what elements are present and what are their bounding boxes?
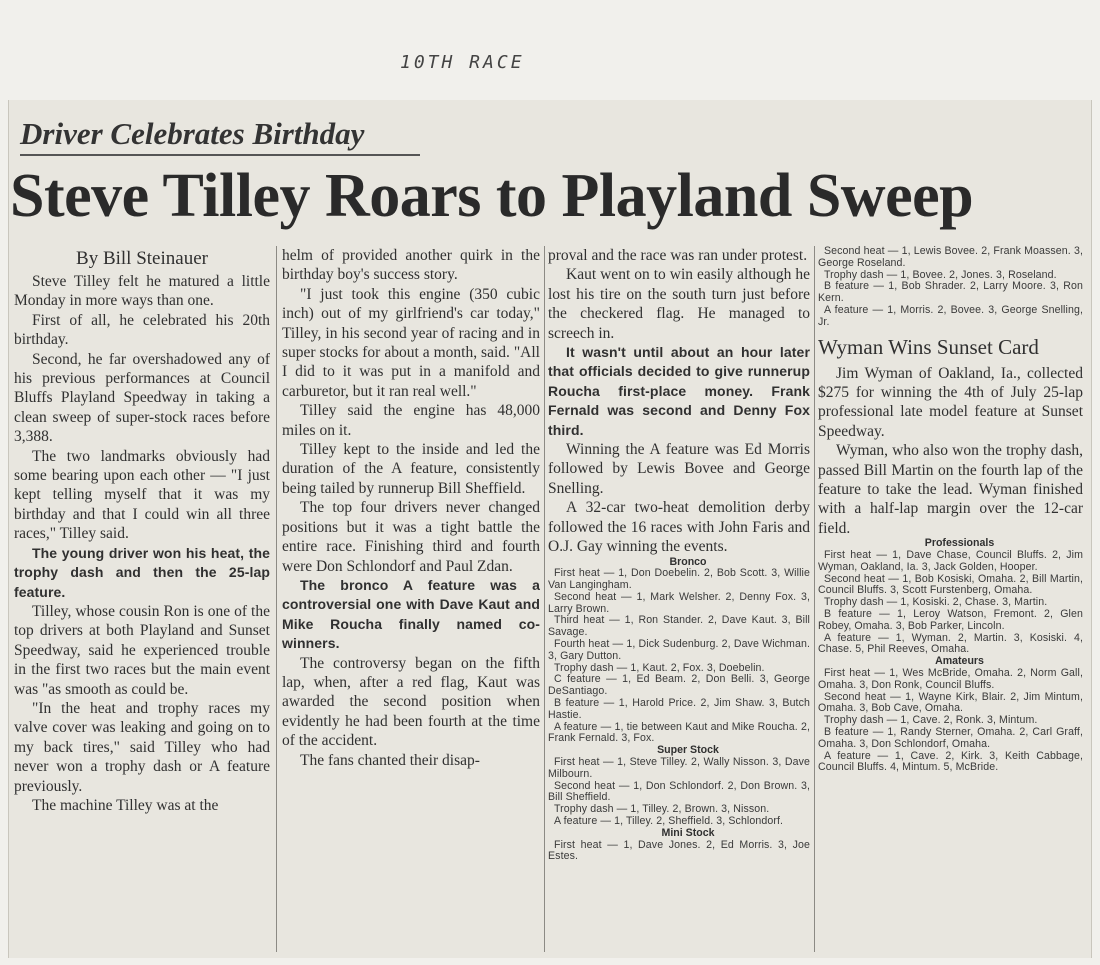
result-line: Second heat — 1, Lewis Bovee. 2, Frank Moassen. 3, George Roseland. [818, 246, 1083, 269]
article-column-3 [548, 246, 810, 952]
result-line: First heat — 1, Dave Chase, Council Bluffs. 2, Jim Wyman, Oakland, Ia. 3, Jack Golden, Hooper. [818, 549, 1083, 573]
result-line: B feature — 1, Randy Sterner, Omaha. 2, Carl Graff, Omaha. 3, Don Schlondorf, Omaha. [818, 725, 1083, 750]
result-line: Second heat — 1, Bob Kosiski, Omaha. 2, Bill Martin, Council Bluffs. 3, Scott Furstenberg, Omaha. [818, 572, 1083, 597]
result-line: A feature — 1, Tilley. 2, Sheffield. 3, Schlondorf. [554, 815, 784, 828]
paragraph: The fans chanted their disap- [300, 751, 480, 769]
paragraph: Wyman, who also won the trophy dash, passed Bill Martin on the fourth lap of the feature to take the lead. Wyman finished with a half-lap margin over the 12-car field. [818, 442, 1083, 537]
result-line: B feature — 1, Leroy Watson, Fremont. 2, Glen Robey, Omaha. 3, Bob Parker, Lincoln. [818, 608, 1083, 632]
paragraph: helm of provided another quirk in the birthday boy's success story. [282, 247, 540, 284]
sub-headline: Wyman Wins Sunset Card [818, 334, 1039, 359]
paragraph: "I just took this engine (350 cubic inch) out of my girlfriend's car today," Tilley, in his second year of racing and in super stocks for about a month, said. "All I did to it was put in a manifold and carburetor, but it ran real well." [282, 285, 540, 400]
result-line: A feature — 1, tie between Kaut and Mike Roucha. 2, Frank Fernald. 3, Fox. [548, 720, 810, 745]
result-line: C feature — 1, Ed Beam. 2, Don Belli. 3, George DeSantiago. [548, 673, 810, 698]
paragraph: Steve Tilley felt he matured a little Monday in more ways than one. [14, 273, 270, 310]
result-line: A feature — 1, Cave. 2, Kirk. 3, Keith Cabbage, Council Bluffs. 4, Mintum. 5, McBride. [818, 749, 1083, 774]
result-line: Third heat — 1, Ron Stander. 2, Dave Kaut. 3, Bill Savage. [548, 614, 810, 639]
results-category: Mini Stock [661, 826, 715, 839]
paragraph: First of all, he celebrated his 20th birthday. [14, 311, 270, 349]
results-category: Super Stock [657, 744, 719, 757]
paragraph: It wasn't until about an hour later that officials decided to give runnerup Roucha first-place money. Frank Fernald was second and Denny Fox third. [548, 344, 810, 438]
kicker-headline: Driver Celebrates Birthday [20, 116, 365, 151]
results-category: Amateurs [935, 655, 984, 668]
column-rule [544, 246, 545, 952]
paragraph: "In the heat and trophy races my valve cover was leaking and going on to my back tires," said Tilley who had never won a trophy dash or A feature previously. [14, 699, 270, 795]
column-rule [814, 246, 815, 952]
article-column-4 [818, 246, 1083, 952]
result-line: First heat — 1, Steve Tilley. 2, Wally Nisson. 3, Dave Milbourn. [548, 756, 810, 780]
result-line: Second heat — 1, Wayne Kirk, Blair. 2, Jim Mintum, Omaha. 3, Bob Cave, Omaha. [818, 690, 1083, 715]
paragraph: A 32-car two-heat demolition derby followed the 16 races with John Faris and O.J. Gay winning the events. [548, 499, 810, 556]
paragraph: The two landmarks obviously had some bearing upon each other — "I just kept telling myself that it was my birthday and that I could win all three races," Tilley said. [14, 447, 270, 543]
paragraph: Kaut went on to win easily although he lost his tire on the south turn just before the checkered flag. He managed to screech in. [548, 266, 810, 342]
result-line: A feature — 1, Wyman. 2, Martin. 3, Kosiski. 4, Chase. 5, Phil Reeves, Omaha. [818, 631, 1083, 656]
paragraph: The machine Tilley was at the [32, 796, 219, 814]
results-category: Professionals [924, 537, 995, 550]
article-column-1 [14, 246, 270, 952]
paragraph: Jim Wyman of Oakland, Ia., collected $275 for winning the 4th of July 25-lap professional late model feature at Sunset Speedway. [818, 364, 1083, 440]
result-line: First heat — 1, Don Doebelin. 2, Bob Scott. 3, Willie Van Langingham. [548, 567, 810, 592]
paragraph: Tilley kept to the inside and led the duration of the A feature, consistently being tailed by runnerup Bill Sheffield. [282, 441, 540, 497]
result-line: A feature — 1, Morris. 2, Bovee. 3, George Snelling, Jr. [818, 303, 1083, 328]
paragraph: Second, he far overshadowed any of his previous performances at Council Bluffs Playland Speedway in taking a clean sweep of super-stock races before 3,388. [14, 350, 270, 446]
article-column-2 [282, 246, 540, 952]
paragraph: The young driver won his heat, the trophy dash and then the 25-lap feature. [14, 544, 270, 600]
result-line: First heat — 1, Dave Jones. 2, Ed Morris. 3, Joe Estes. [548, 838, 810, 863]
result-line: B feature — 1, Bob Shrader. 2, Larry Moore. 3, Ron Kern. [818, 280, 1083, 305]
paragraph: Winning the A feature was Ed Morris followed by Lewis Bovee and George Snelling. [548, 441, 810, 497]
paragraph: Tilley said the engine has 48,000 miles on it. [282, 402, 540, 439]
results-category: Bronco [669, 555, 707, 568]
paragraph: proval and the race was ran under protest. [548, 247, 808, 264]
kicker-underline [20, 154, 420, 156]
column-rule [276, 246, 277, 952]
result-line: B feature — 1, Harold Price. 2, Jim Shaw. 3, Butch Hastie. [548, 697, 810, 721]
main-headline: Steve Tilley Roars to Playland Sweep [10, 162, 974, 230]
paragraph: The controversy began on the fifth lap, when, after a red flag, Kaut was awarded the second position when evidently he had been fourth at the time of the accident. [282, 654, 540, 750]
result-line: Trophy dash — 1, Tilley. 2, Brown. 3, Nisson. [554, 803, 770, 816]
handwritten-annotation: 10TH RACE [400, 52, 525, 73]
byline: By Bill Steinauer [76, 248, 208, 269]
result-line: Second heat — 1, Mark Welsher. 2, Denny Fox. 3, Larry Brown. [548, 590, 810, 615]
result-line: Trophy dash — 1, Kaut. 2, Fox. 3, Doebelin. [554, 661, 765, 674]
result-line: First heat — 1, Wes McBride, Omaha. 2, Norm Gall, Omaha. 3, Don Ronk, Council Bluffs. [818, 667, 1083, 691]
result-line: Trophy dash — 1, Kosiski. 2, Chase. 3, Martin. [824, 596, 1048, 609]
result-line: Fourth heat — 1, Dick Sudenburg. 2, Dave Wichman. 3, Gary Dutton. [548, 638, 810, 662]
result-line: Second heat — 1, Don Schlondorf. 2, Don Brown. 3, Bill Sheffield. [548, 779, 810, 804]
paragraph: The bronco A feature was a controversial one with Dave Kaut and Mike Roucha finally named co-winners. [282, 576, 540, 652]
paragraph: Tilley, whose cousin Ron is one of the top drivers at both Playland and Sunset Speedway, said he experienced trouble in the first two races but the main event was "as smooth as could be. [14, 602, 270, 698]
result-line: Trophy dash — 1, Cave. 2, Ronk. 3, Mintum. [824, 714, 1038, 727]
result-line: Trophy dash — 1, Bovee. 2, Jones. 3, Roseland. [824, 268, 1057, 281]
paragraph: The top four drivers never changed positions but it was a tight battle the entire race. Finishing third and fourth were Don Schlondorf and Paul Zdan. [282, 499, 540, 575]
